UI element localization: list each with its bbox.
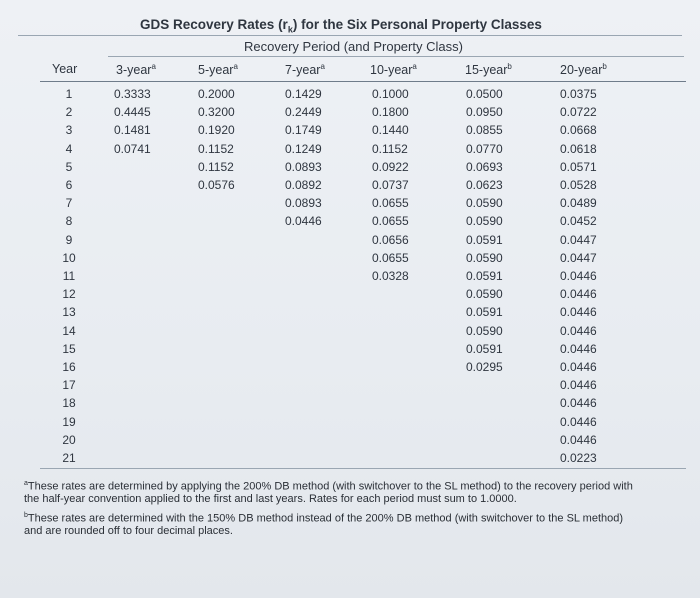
year-header: Year: [52, 62, 78, 76]
rate-cell: 0.1800: [372, 105, 409, 120]
year-cell: 8: [65, 214, 73, 229]
rate-cell: 0.0446: [560, 378, 597, 393]
footnote-b: $^b$These rates are determined with the 150% DB method instead of the 200% DB method (with switchover to the SL method) and are rounded off to four decimal places.: [24, 511, 624, 537]
table-row: [0, 378, 700, 396]
footnotes: [24, 478, 636, 541]
rate-cell: 0.0722: [560, 105, 597, 120]
year-cell: 19: [62, 414, 76, 429]
column-header: 10-year$^a$: [370, 62, 417, 78]
table-row: [0, 324, 700, 342]
rate-cell: 0.0295: [466, 360, 503, 374]
rate-cell: 0.1429: [285, 87, 322, 101]
rate-cell: 0.0770: [466, 141, 503, 156]
rate-cell: 0.0446: [560, 432, 597, 447]
year-cell: 4: [65, 141, 73, 156]
rate-cell: 0.0571: [560, 159, 597, 174]
rate-cell: 0.0446: [560, 396, 597, 411]
rate-cell: 0.0452: [560, 214, 597, 229]
rate-cell: 0.0590: [466, 323, 503, 338]
table-row: [0, 251, 700, 269]
rate-cell: 0.0375: [560, 87, 597, 101]
rate-cell: 0.0590: [466, 250, 503, 265]
rate-cell: 0.0950: [466, 105, 503, 120]
column-header: 3-year$^a$: [116, 62, 156, 78]
table-row: [0, 287, 700, 305]
rate-cell: 0.0668: [560, 123, 597, 138]
year-cell: 20: [62, 432, 76, 447]
table-row: [0, 233, 700, 251]
rate-cell: 0.1920: [198, 123, 235, 138]
rate-cell: 0.0623: [466, 178, 503, 192]
rate-cell: 0.0590: [466, 214, 503, 229]
rate-cell: 0.0446: [560, 360, 597, 374]
rate-cell: 0.0922: [372, 159, 409, 174]
rate-cell: 0.0892: [285, 178, 322, 192]
rate-cell: 0.1249: [285, 141, 322, 156]
rate-cell: 0.0655: [372, 196, 409, 211]
table-row: [0, 196, 700, 214]
year-cell: 14: [62, 323, 76, 338]
rate-cell: 0.0223: [560, 451, 597, 465]
rate-cell: 0.0489: [560, 196, 597, 211]
rate-cell: 0.1152: [372, 141, 408, 156]
year-cell: 2: [65, 105, 73, 120]
table-row: [0, 214, 700, 232]
table-subtitle: Recovery Period (and Property Class): [244, 39, 463, 54]
table-row: [0, 105, 700, 123]
rate-cell: 0.2000: [198, 87, 235, 101]
rate-cell: 0.1440: [372, 123, 409, 138]
rate-cell: 0.0893: [285, 196, 322, 211]
column-header: 20-year$^b$: [560, 62, 607, 78]
year-cell: 10: [62, 250, 76, 265]
rate-cell: 0.0591: [466, 305, 503, 320]
title-rule: [18, 35, 682, 36]
rate-cell: 0.0446: [560, 323, 597, 338]
year-cell: 17: [62, 378, 76, 393]
rate-cell: 0.0855: [466, 123, 503, 138]
year-cell: 9: [65, 232, 73, 247]
rate-cell: 0.0655: [372, 214, 409, 229]
rate-cell: 0.0446: [560, 341, 597, 356]
rate-cell: 0.0590: [466, 196, 503, 211]
year-cell: 11: [62, 269, 76, 283]
rate-cell: 0.2449: [285, 105, 322, 120]
year-cell: 3: [65, 123, 73, 138]
rate-cell: 0.0591: [466, 341, 503, 356]
rate-cell: 0.0447: [560, 232, 597, 247]
table-row: [0, 415, 700, 433]
table-title: GDS Recovery Rates $(r_k)$ for the Six Personal Property Classes: [140, 17, 542, 35]
rate-cell: 0.4445: [114, 105, 151, 120]
rate-cell: 0.0591: [466, 269, 503, 283]
year-cell: 1: [65, 87, 73, 101]
rate-cell: 0.0741: [114, 141, 151, 156]
rate-cell: 0.3200: [198, 105, 235, 120]
rate-cell: 0.0447: [560, 250, 597, 265]
table-row: [0, 123, 700, 141]
rate-cell: 0.0591: [466, 232, 503, 247]
table-row: [0, 342, 700, 360]
table-row: [0, 142, 700, 160]
year-cell: 18: [62, 396, 76, 411]
year-cell: 12: [62, 287, 76, 302]
rate-cell: 0.0893: [285, 159, 322, 174]
rate-cell: 0.0446: [285, 214, 322, 229]
rate-cell: 0.1749: [285, 123, 322, 138]
year-cell: 16: [62, 360, 76, 374]
rate-cell: 0.1000: [372, 87, 409, 101]
table-row: [0, 160, 700, 178]
rate-cell: 0.1152: [198, 141, 234, 156]
year-cell: 15: [62, 341, 76, 356]
rate-cell: 0.0500: [466, 87, 503, 101]
column-header: 5-year$^a$: [198, 62, 238, 78]
year-cell: 5: [65, 159, 73, 174]
rate-cell: 0.3333: [114, 87, 151, 101]
rate-cell: 0.0656: [372, 232, 409, 247]
year-cell: 21: [62, 451, 76, 465]
table-row: [0, 178, 700, 196]
bottom-rule: [40, 468, 686, 469]
table-row: [0, 87, 700, 105]
table-row: [0, 396, 700, 414]
rate-cell: 0.1481: [114, 123, 151, 138]
table-row: [0, 433, 700, 451]
rate-cell: 0.0446: [560, 287, 597, 302]
table-row: [0, 451, 700, 469]
column-header: 7-year$^a$: [285, 62, 325, 78]
table-row: [0, 305, 700, 323]
year-cell: 13: [62, 305, 76, 320]
subtitle-rule: [108, 56, 684, 57]
rate-cell: 0.0576: [198, 178, 235, 192]
column-header: 15-year$^b$: [465, 62, 512, 78]
rate-cell: 0.0618: [560, 141, 597, 156]
rate-cell: 0.0737: [372, 178, 409, 192]
year-cell: 6: [65, 178, 73, 192]
year-cell: 7: [65, 196, 73, 211]
rate-cell: 0.0528: [560, 178, 597, 192]
rate-cell: 0.0446: [560, 414, 597, 429]
table-row: [0, 269, 700, 287]
rate-cell: 0.0446: [560, 269, 597, 283]
rate-cell: 0.0328: [372, 269, 409, 283]
table-row: [0, 360, 700, 378]
rate-cell: 0.0590: [466, 287, 503, 302]
footnote-a: $^a$These rates are determined by applying the 200% DB method (with switchover to the SL method) to the recovery period with the half-year convention applied to the first and last years. Rates for each period must sum to 1.0000.: [24, 480, 633, 506]
header-rule: [40, 81, 686, 82]
rate-cell: 0.0446: [560, 305, 597, 320]
rate-cell: 0.0655: [372, 250, 409, 265]
rate-cell: 0.0693: [466, 159, 503, 174]
rate-cell: 0.1152: [198, 159, 234, 174]
